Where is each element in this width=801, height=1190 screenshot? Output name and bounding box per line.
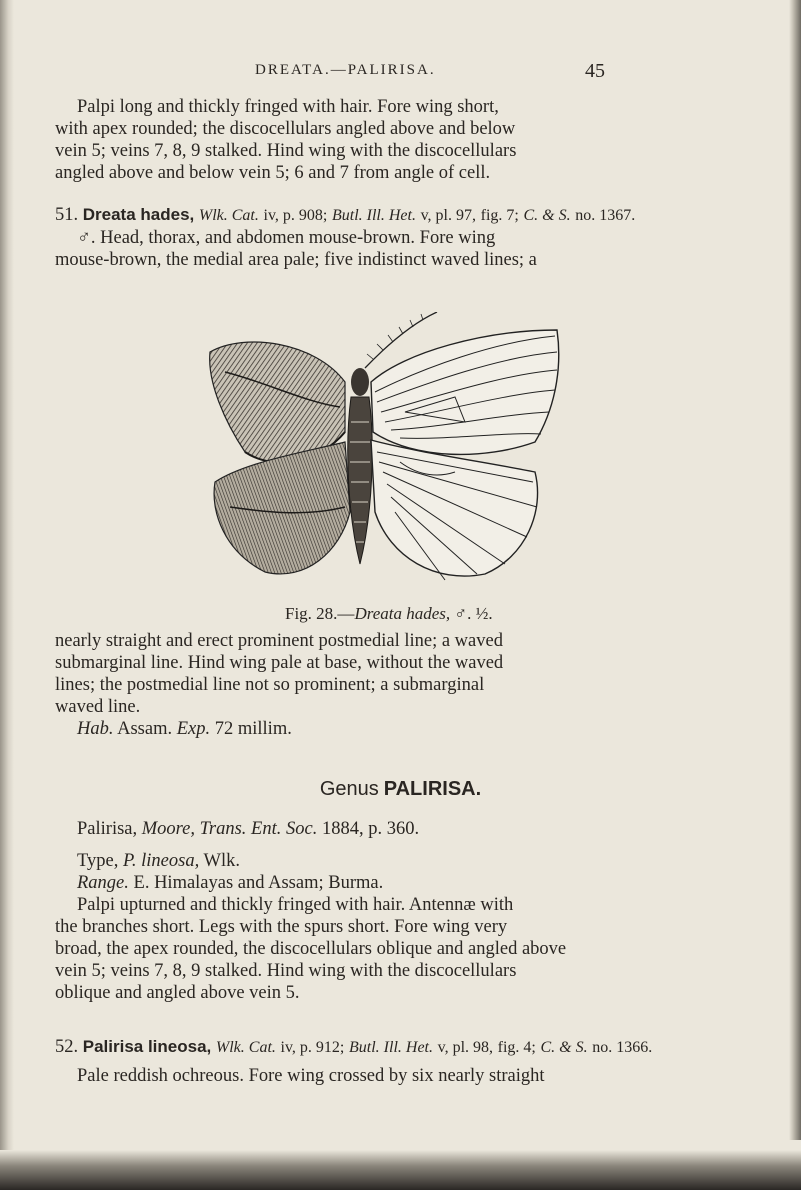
reference-italic: C. & S. <box>523 207 571 224</box>
reference: fig. 7; <box>480 207 519 224</box>
caption-prefix: Fig. 28.— <box>285 604 355 623</box>
type-species: P. lineosa, <box>122 851 200 871</box>
moth-illustration <box>205 312 625 588</box>
text-line: broad, the apex rounded, the discocellulars oblique and angled above <box>55 939 567 959</box>
range-value: E. Himalayas and Assam; Burma. <box>133 873 384 893</box>
species-number: 51. <box>55 205 79 225</box>
text-line: submarginal line. Hind wing pale at base, without the waved <box>55 653 504 673</box>
text-line: nearly straight and erect prominent postmedial line; a waved <box>55 631 503 651</box>
reference-italic: Butl. Ill. Het. <box>349 1039 433 1056</box>
species-52-entry <box>55 1036 655 1087</box>
caption-suffix: ♂. ½. <box>454 604 493 623</box>
reference: fig. 4; <box>497 1039 536 1056</box>
genus-ref-source: Moore, Trans. Ent. Soc. <box>141 819 318 839</box>
text-line: oblique and angled above vein 5. <box>55 983 300 1003</box>
type-line <box>55 850 655 872</box>
hab-label: Hab. <box>77 719 114 739</box>
species-name: Palirisa lineosa, <box>82 1037 212 1056</box>
exp-label: Exp. <box>176 719 211 739</box>
reference-italic: C. & S. <box>540 1039 588 1056</box>
reference: iv, p. 912; <box>280 1039 345 1056</box>
text-line: waved line. <box>55 697 141 717</box>
genus-ref-rest: 1884, p. 360. <box>321 819 420 839</box>
moth-figure <box>205 312 625 588</box>
habitat-line <box>55 718 655 740</box>
figure-caption <box>285 604 493 624</box>
text-line: vein 5; veins 7, 8, 9 stalked. Hind wing with the discocellulars <box>55 961 517 981</box>
reference: v, pl. 97, <box>420 207 476 224</box>
running-head: DREATA.—PALIRISA. <box>255 62 436 78</box>
text-line: angled above and below vein 5; 6 and 7 from angle of cell. <box>55 163 491 183</box>
text-line: with apex rounded; the discocellulars angled above and below <box>55 119 516 139</box>
reference: no. 1367. <box>575 207 636 224</box>
text-line: mouse-brown, the medial area pale; five indistinct waved lines; a <box>55 250 537 270</box>
page-bottom-shadow <box>0 1150 801 1190</box>
genus-ref-name: Palirisa, <box>77 819 138 839</box>
reference: no. 1366. <box>592 1039 653 1056</box>
species-name: Dreata hades, <box>82 205 195 224</box>
page-edge-left <box>0 0 14 1190</box>
reference-italic: Wlk. Cat. <box>198 207 259 224</box>
species-number: 52. <box>55 1037 79 1057</box>
species-51-description-cont <box>55 630 655 740</box>
genus-reference <box>55 818 655 840</box>
text-line: Palpi upturned and thickly fringed with hair. Antennæ with <box>77 895 514 915</box>
type-author: Wlk. <box>203 851 240 871</box>
text-line: vein 5; veins 7, 8, 9 stalked. Hind wing with the discocellulars <box>55 141 517 161</box>
text-line: lines; the postmedial line not so prominent; a submarginal <box>55 675 485 695</box>
text-line: the branches short. Legs with the spurs short. Fore wing very <box>55 917 508 937</box>
genus-heading <box>0 778 801 801</box>
reference-italic: Butl. Ill. Het. <box>331 207 416 224</box>
caption-species: Dreata hades, <box>354 604 451 623</box>
species-51-entry <box>55 204 655 271</box>
exp-value: 72 millim. <box>214 719 292 739</box>
genus-label: Genus <box>319 778 379 800</box>
type-label: Type, <box>77 851 119 871</box>
reference: v, pl. 98, <box>437 1039 494 1056</box>
reference: iv, p. 908; <box>263 207 328 224</box>
range-label: Range. <box>77 873 129 893</box>
genus-palirisa-info <box>55 818 655 1004</box>
species-52-heading <box>55 1036 655 1059</box>
range-line <box>55 872 655 894</box>
genus-name: PALIRISA. <box>383 778 482 800</box>
text-line: ♂. Head, thorax, and abdomen mouse-brown. Fore wing <box>77 228 496 248</box>
genus-description-dreata <box>55 96 655 184</box>
hab-value: Assam. <box>117 719 173 739</box>
reference-italic: Wlk. Cat. <box>215 1039 276 1056</box>
page-number: 45 <box>585 60 605 82</box>
page-edge-right <box>789 0 801 1140</box>
text-line: Palpi long and thickly fringed with hair. Fore wing short, <box>77 97 499 117</box>
text-line: Pale reddish ochreous. Fore wing crossed by six nearly straight <box>77 1066 545 1086</box>
species-51-heading <box>55 204 655 227</box>
